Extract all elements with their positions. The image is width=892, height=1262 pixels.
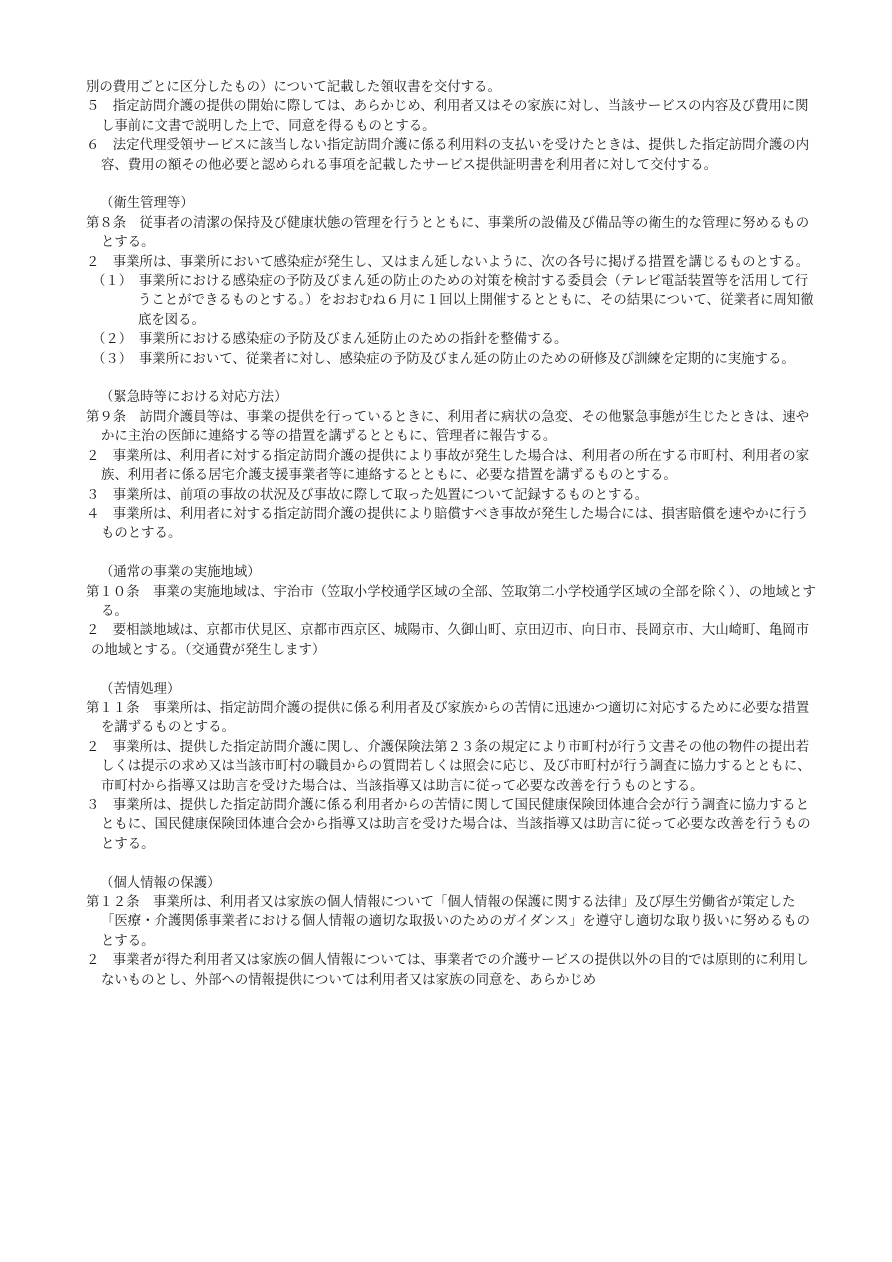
paragraph: ２ 事業所は、事業所において感染症が発生し、又はまん延しないように、次の各号に掲げる措置を講じるものとする。	[86, 254, 810, 270]
paragraph: ２ 事業所は、利用者に対する指定訪問介護の提供により事故が発生した場合は、利用者の所在する市町村、利用者の家族、利用者に係る居宅介護支援事業者等に連絡するとともに、必要な措置を講ずるものとする。	[86, 448, 810, 484]
paragraph: 第１１条 事業所は、指定訪問介護の提供に係る利用者及び家族からの苦情に迅速かつ適切に対応するために必要な措置を講ずるものとする。	[86, 700, 810, 736]
paragraph: 第８条 従事者の清潔の保持及び健康状態の管理を行うとともに、事業所の設備及び備品等の衛生的な管理に努めるものとする。	[86, 215, 810, 251]
paragraph: 第９条 訪問介護員等は、事業の提供を行っているときに、利用者に病状の急変、その他緊急事態が生じたときは、速やかに主治の医師に連絡する等の措置を講ずるとともに、管理者に報告する。	[86, 409, 810, 445]
paragraph: ２ 要相談地域は、京都市伏見区、京都市西京区、城陽市、久御山町、京田辺市、向日市、長岡京市、大山崎町、亀岡市の地域とする。（交通費が発生します）	[86, 623, 810, 658]
paragraph: （３） 事業所において、従業者に対し、感染症の予防及びまん延の防止のための研修及び訓練を定期的に実施する。	[92, 351, 795, 367]
section-heading: （苦情処理）	[100, 681, 181, 697]
paragraph: ３ 事業所は、提供した指定訪問介護に係る利用者からの苦情に関して国民健康保険団体連合会が行う調査に協力するとともに、国民健康保険団体連合会から指導又は助言を受けた場合は、当該指導又は助言に従って必要な改善を行うものとする。	[86, 797, 811, 852]
paragraph: （１） 事業所における感染症の予防及びまん延の防止のための対策を検討する委員会（テレビ電話装置等を活用して行うことができるものとする。）をおおむね６月に１回以上開催するとともに、その結果について、従業者に周知徹底を図る。	[92, 274, 814, 328]
paragraph: 別の費用ごとに区分したもの）について記載した領収書を交付する。	[86, 80, 501, 95]
paragraph: ６ 法定代理受領サービスに該当しない指定訪問介護に係る利用料の支払いを受けたときは、提供した指定訪問介護の内容、費用の額その他必要と認められる事項を記載したサービス提供証明書を利用者に対して交付する。	[86, 138, 810, 173]
document-body	[86, 78, 816, 990]
section-heading: （衛生管理等）	[100, 196, 194, 212]
paragraph: ２ 事業所は、提供した指定訪問介護に関し、介護保険法第２３条の規定により市町村が行う文書その他の物件の提出若しくは提示の求め又は当該市町村の職員からの質問若しくは照会に応じ、及び市町村が行う調査に協力するとともに、市町村から指導又は助言を受けた場合は、当該指導又は助言に従って必要な改善を行うものとする。	[86, 739, 811, 794]
paragraph-spacer	[86, 660, 816, 679]
section-heading: （個人情報の保護）	[100, 875, 221, 891]
paragraph-spacer	[86, 175, 816, 194]
paragraph: ５ 指定訪問介護の提供の開始に際しては、あらかじめ、利用者又はその家族に対し、当該サービスの内容及び費用に関し事前に文書で説明した上で、同意を得るものとする。	[86, 99, 809, 134]
paragraph: ４ 事業所は、利用者に対する指定訪問介護の提供により賠償すべき事故が発生した場合には、損害賠償を速やかに行うものとする。	[86, 506, 809, 542]
paragraph: ３ 事業所は、前項の事故の状況及び事故に際して取った処置について記録するものとする。	[86, 487, 649, 503]
section-heading: （通常の事業の実施地域）	[100, 565, 261, 581]
paragraph: （２） 事業所における感染症の予防及びまん延防止のための指針を整備する。	[92, 332, 568, 348]
section-heading: （緊急時等における対応方法）	[100, 390, 288, 406]
paragraph: ２ 事業者が得た利用者又は家族の個人情報については、事業者での介護サービスの提供以外の目的では原則的に利用しないものとし、外部への情報提供については利用者又は家族の同意を、あらかじめ	[86, 953, 809, 988]
paragraph-spacer	[86, 544, 816, 563]
paragraph: 第１２条 事業所は、利用者又は家族の個人情報について「個人情報の保護に関する法律」及び厚生労働省が策定した「医療・介護関係事業者における個人情報の適切な取扱いのためのガイダンス」を遵守し適切な取り扱いに努めるものとする。	[86, 894, 811, 949]
paragraph: 第１０条 事業の実施地域は、宇治市（笠取小学校通学区域の全部、笠取第二小学校通学区域の全部を除く）、の地域とする。	[86, 584, 816, 619]
paragraph-spacer	[86, 854, 816, 873]
paragraph-spacer	[86, 369, 816, 388]
